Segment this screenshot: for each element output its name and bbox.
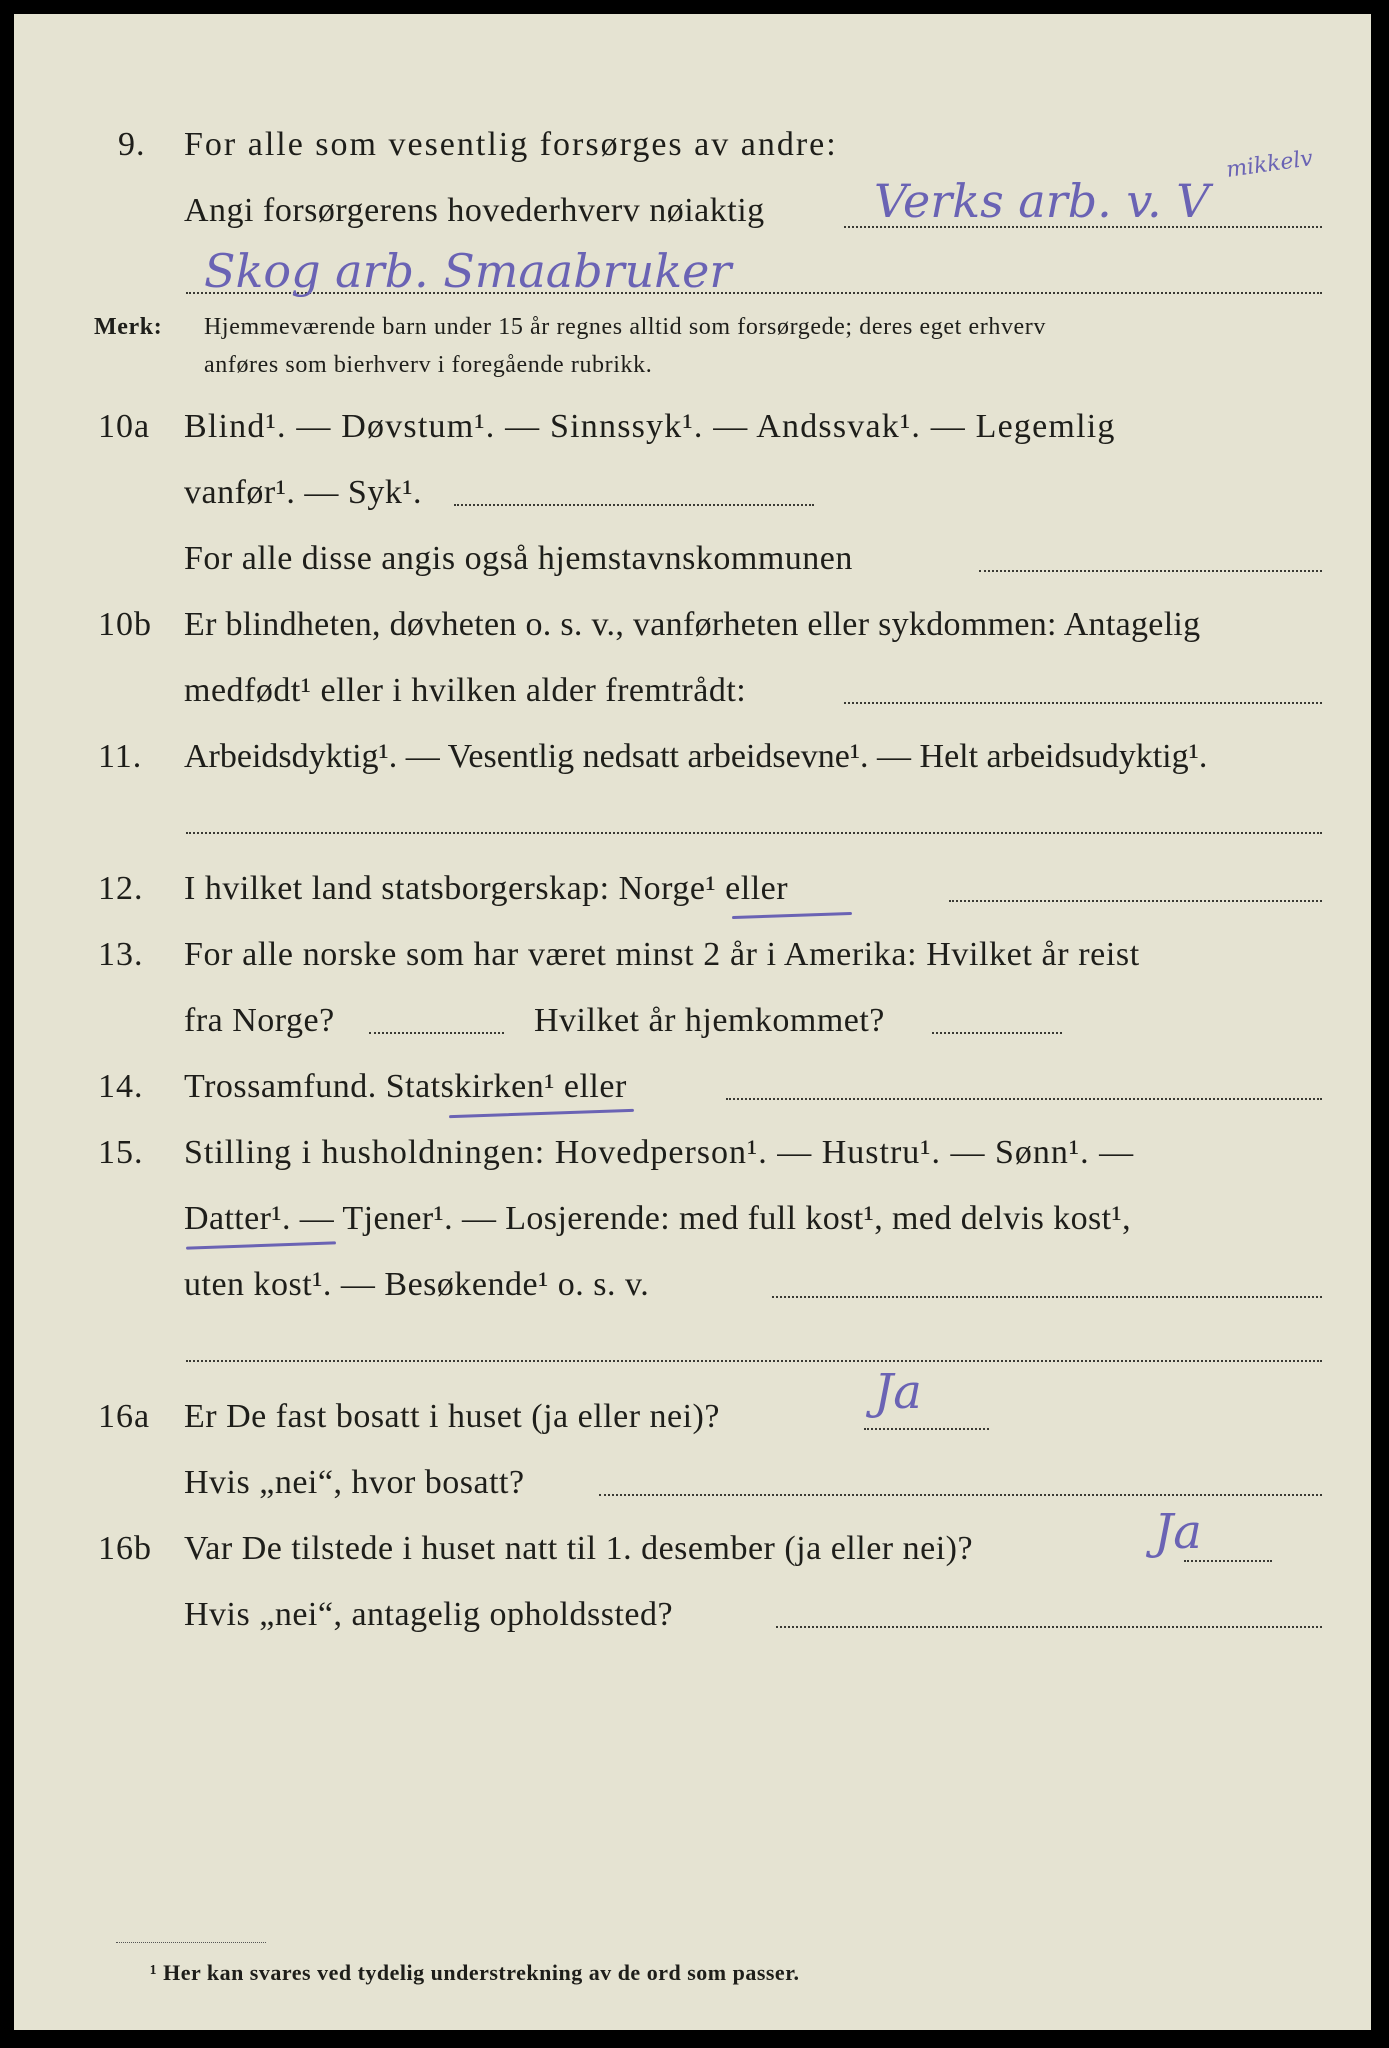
q9-text: For alle som vesentlig forsørges av andre: xyxy=(184,126,838,163)
q16a-answer: Ja xyxy=(874,1364,922,1420)
q16b-number: 16b xyxy=(98,1530,152,1567)
q12-blank xyxy=(949,900,1322,902)
q12-underline-mark xyxy=(732,912,852,919)
footnote-rule xyxy=(116,1942,266,1943)
form-page xyxy=(14,14,1371,2030)
q16b-blank-2 xyxy=(776,1626,1322,1628)
footnote: ¹ Her kan svares ved tydelig understrekning av de ord som passer. xyxy=(150,1960,800,1985)
q10a-line-2: vanfør¹. — Syk¹. xyxy=(184,474,423,511)
q9-answer-2: Skog arb. Smaabruker xyxy=(204,244,732,298)
merk-line-1: Hjemmeværende barn under 15 år regnes alltid som forsørgede; deres eget erhverv xyxy=(204,314,1047,340)
q16b-blank-1 xyxy=(1184,1560,1272,1562)
q14-text: Trossamfund. Statskirken¹ eller xyxy=(184,1068,627,1105)
q11-blank xyxy=(186,832,1322,834)
q14-number: 14. xyxy=(98,1068,144,1105)
q10b-line-1: Er blindheten, døvheten o. s. v., vanførheten eller sykdommen: Antagelig xyxy=(184,606,1201,643)
q13-line-1: For alle norske som har været minst 2 år i Amerika: Hvilket år reist xyxy=(184,936,1140,973)
q10a-line-2-blank xyxy=(454,504,814,506)
q15-line-3: uten kost¹. — Besøkende¹ o. s. v. xyxy=(184,1266,650,1303)
q16a-number: 16a xyxy=(98,1398,151,1435)
q9-answer-1: Verks arb. v. V xyxy=(874,174,1210,228)
q15-underline-mark xyxy=(186,1241,336,1249)
q10b-line-2-blank xyxy=(844,702,1322,704)
q16b-line-1: Var De tilstede i huset natt til 1. desember (ja eller nei)? xyxy=(184,1530,974,1567)
q16b-line-2: Hvis „nei“, antagelig opholdssted? xyxy=(184,1596,674,1633)
q11-text: Arbeidsdyktig¹. — Vesentlig nedsatt arbeidsevne¹. — Helt arbeidsudyktig¹. xyxy=(184,738,1208,775)
q14-blank xyxy=(726,1098,1322,1100)
q9-answer-note: mikkelv xyxy=(1224,146,1315,183)
q15-number: 15. xyxy=(98,1134,144,1171)
q16b-answer: Ja xyxy=(1154,1504,1202,1560)
merk-label: Merk: xyxy=(94,314,163,340)
q13-line-2a: fra Norge? xyxy=(184,1002,335,1039)
q15-line-1: Stilling i husholdningen: Hovedperson¹. — Hustru¹. — Sønn¹. — xyxy=(184,1134,1135,1171)
q13-number: 13. xyxy=(98,936,144,973)
q10a-line-3: For alle disse angis også hjemstavnskommunen xyxy=(184,540,853,577)
merk-line-2: anføres som bierhverv i foregående rubrikk. xyxy=(204,352,653,378)
q14-underline-mark xyxy=(449,1109,634,1118)
q9-sub: Angi forsørgerens hovederhverv nøiaktig xyxy=(184,192,765,229)
q15-blank-1 xyxy=(772,1296,1322,1298)
q13-blank-2 xyxy=(932,1032,1062,1034)
q15-blank-2 xyxy=(186,1360,1322,1362)
q10a-number: 10a xyxy=(98,408,151,445)
q10b-number: 10b xyxy=(98,606,152,643)
q11-number: 11. xyxy=(98,738,143,775)
q16a-blank-1 xyxy=(864,1428,989,1430)
q10a-line-1: Blind¹. — Døvstum¹. — Sinnssyk¹. — Andssvak¹. — Legemlig xyxy=(184,408,1116,445)
q12-number: 12. xyxy=(98,870,144,907)
q10a-line-3-blank xyxy=(979,570,1322,572)
q13-line-2b: Hvilket år hjemkommet? xyxy=(534,1002,885,1039)
q15-line-2: Datter¹. — Tjener¹. — Losjerende: med full kost¹, med delvis kost¹, xyxy=(184,1200,1131,1237)
q10b-line-2: medfødt¹ eller i hvilken alder fremtrådt: xyxy=(184,672,747,709)
q16a-blank-2 xyxy=(599,1494,1322,1496)
q16a-line-2: Hvis „nei“, hvor bosatt? xyxy=(184,1464,525,1501)
q12-text: I hvilket land statsborgerskap: Norge¹ eller xyxy=(184,870,789,907)
q13-blank-1 xyxy=(369,1032,504,1034)
q9-number: 9. xyxy=(118,126,146,163)
q16a-line-1: Er De fast bosatt i huset (ja eller nei)? xyxy=(184,1398,720,1435)
